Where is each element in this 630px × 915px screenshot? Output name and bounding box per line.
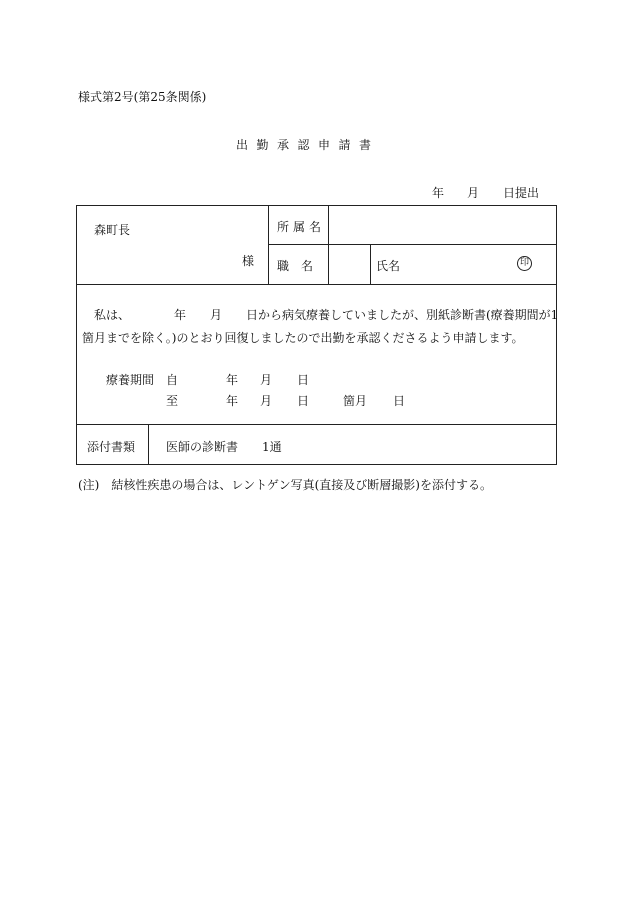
statement-line2: 箇月までを除く。)のとおり回復しましたので出勤を承認くださるよう申請します。 xyxy=(82,331,524,345)
table-divider xyxy=(76,284,557,285)
addressee-honorific: 様 xyxy=(242,254,255,268)
addressee-name: 森町長 xyxy=(94,223,131,237)
affiliation-label: 所属名 xyxy=(277,220,326,234)
period-months: 箇月 xyxy=(343,394,368,408)
period-to: 至 xyxy=(166,394,179,408)
table-divider xyxy=(268,205,269,285)
period-to-month: 月 xyxy=(260,394,273,408)
attachment-count: 1通 xyxy=(262,440,282,454)
submitted-day-label: 日提出 xyxy=(503,186,540,200)
attachment-item: 医師の診断書 xyxy=(166,440,239,454)
table-divider xyxy=(268,244,557,245)
period-to-year: 年 xyxy=(226,394,239,408)
applicant-name-label: 氏名 xyxy=(376,259,401,273)
statement-line1: 日から病気療養していましたが、別紙診断書(療養期間が1 xyxy=(246,308,559,322)
period-label: 療養期間 xyxy=(106,373,155,387)
document-title: 出勤承認申請書 xyxy=(236,138,380,152)
statement-month: 月 xyxy=(210,308,223,322)
seal-mark-icon: 印 xyxy=(517,256,532,271)
statement-year: 年 xyxy=(174,308,187,322)
table-divider xyxy=(148,424,149,465)
statement-prefix: 私は、 xyxy=(94,308,131,322)
period-days: 日 xyxy=(393,394,406,408)
month-label: 月 xyxy=(467,186,480,200)
attachment-label: 添付書類 xyxy=(87,440,136,454)
period-from-day: 日 xyxy=(297,373,310,387)
position-label: 職 名 xyxy=(277,259,314,273)
table-divider xyxy=(370,244,371,285)
period-from-month: 月 xyxy=(260,373,273,387)
period-from: 自 xyxy=(166,373,179,387)
year-label: 年 xyxy=(432,186,445,200)
table-divider xyxy=(328,205,329,285)
form-number: 様式第2号(第25条関係) xyxy=(78,90,207,104)
period-to-day: 日 xyxy=(297,394,310,408)
request-statement xyxy=(82,304,558,350)
footnote: (注) 結核性疾患の場合は、レントゲン写真(直接及び断層撮影)を添付する。 xyxy=(78,478,492,492)
period-from-year: 年 xyxy=(226,373,239,387)
